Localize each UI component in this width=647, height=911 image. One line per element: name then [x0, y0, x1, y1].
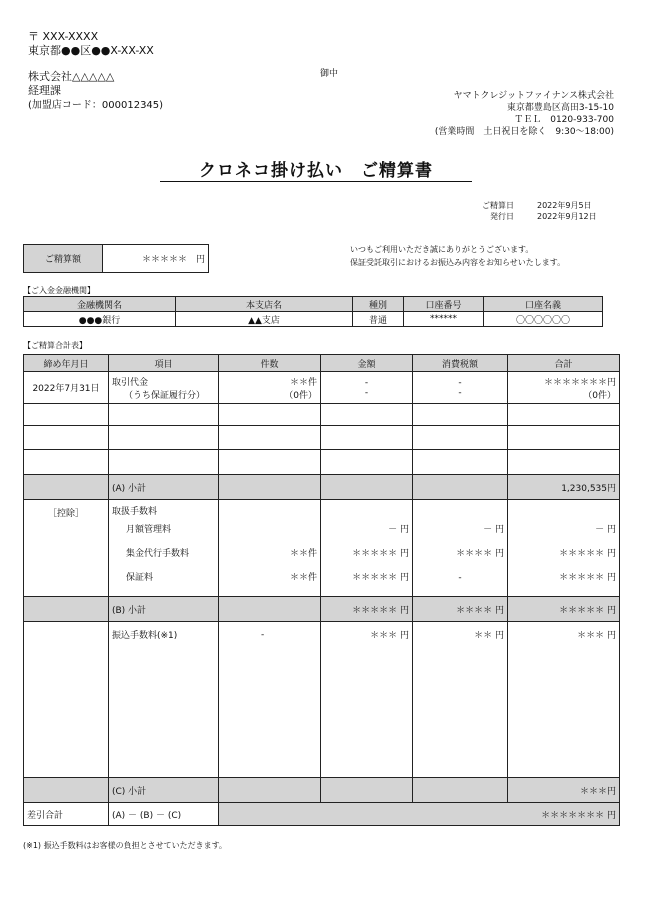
- settlement-box: [23, 244, 209, 273]
- total-guarantee: （0件）: [583, 390, 616, 401]
- sender-hours: (営業時間 土日祝日を除く 9:30～18:00): [434, 127, 614, 137]
- sender-tel: ＴＥＬ 0120-933-700: [514, 115, 614, 125]
- amount-guarantee-fee: ＊＊＊＊＊ 円: [352, 573, 409, 583]
- bank-section-title: 【ご入金金融機関】: [23, 286, 95, 295]
- bank-name: ●●●銀行: [24, 312, 176, 327]
- recipient-department: 経理課: [28, 84, 61, 97]
- bank-header-account-no: 口座番号: [404, 297, 484, 312]
- subtotal-a-row: [24, 475, 620, 500]
- settle-date-label: ご精算日: [482, 201, 514, 210]
- subtotal-b-tax: ＊＊＊＊ 円: [413, 597, 508, 622]
- total-monthly: － 円: [595, 525, 616, 535]
- honorific: 御中: [320, 69, 339, 79]
- subtotal-c-total: ＊＊＊円: [508, 778, 620, 803]
- count-collection: ＊＊件: [289, 549, 317, 559]
- tax-monthly: － 円: [483, 525, 504, 535]
- bank-header-holder: 口座名義: [484, 297, 603, 312]
- count-transactions: ＊＊件: [289, 377, 317, 388]
- merchant-code: (加盟店コード：000012345): [28, 100, 164, 111]
- net-total-formula: (A) － (B) － (C): [109, 803, 219, 826]
- net-total-row: [24, 803, 620, 826]
- settlement-value: ＊＊＊＊＊ 円: [103, 245, 209, 273]
- issue-date-label: 発行日: [490, 212, 514, 221]
- deduction-label: ［控除］: [24, 500, 109, 597]
- summary-table: [23, 354, 620, 826]
- transfer-fee-label: 振込手数料(※1): [109, 622, 219, 778]
- subtotal-b-total: ＊＊＊＊＊ 円: [508, 597, 620, 622]
- net-total-value: ＊＊＊＊＊＊＊ 円: [219, 803, 620, 826]
- closing-date: 2022年7月31日: [24, 372, 109, 404]
- total-guarantee-fee: ＊＊＊＊＊ 円: [559, 573, 616, 583]
- transfer-fee-amount: ＊＊＊ 円: [321, 622, 413, 778]
- bank-header-branch: 本支店名: [176, 297, 353, 312]
- recipient-company: 株式会社△△△△△: [28, 70, 115, 83]
- settlement-label: ご精算額: [24, 245, 103, 273]
- table-row: [24, 404, 620, 426]
- amount-monthly: － 円: [388, 525, 409, 535]
- item-guarantee: （うち保証履行分）: [124, 390, 206, 401]
- summary-header-total: 合計: [508, 355, 620, 372]
- subtotal-b-row: [24, 597, 620, 622]
- subtotal-a-label: (A) 小計: [109, 475, 219, 500]
- count-guarantee-fee: ＊＊件: [289, 573, 317, 583]
- subtotal-b-amount: ＊＊＊＊＊ 円: [321, 597, 413, 622]
- bank-branch: ▲▲支店: [176, 312, 353, 327]
- summary-header-tax: 消費税額: [413, 355, 508, 372]
- bank-account-number: ******: [404, 312, 484, 327]
- count-monthly: [222, 518, 317, 542]
- summary-header-date: 締め年月日: [24, 355, 109, 372]
- fee-collection: 集金代行手数料: [126, 549, 190, 559]
- amount-transactions: -: [364, 377, 369, 388]
- title-underline: [160, 181, 472, 182]
- transfer-fee-total: ＊＊＊ 円: [508, 622, 620, 778]
- summary-section-title: 【ご精算合計表】: [23, 341, 87, 350]
- count-guarantee: （0件）: [284, 390, 317, 401]
- tax-collection: ＊＊＊＊ 円: [456, 549, 504, 559]
- deduction-row: [24, 500, 620, 597]
- total-collection: ＊＊＊＊＊ 円: [559, 549, 616, 559]
- fee-guarantee: 保証料: [126, 573, 154, 583]
- tax-guarantee: -: [458, 387, 462, 398]
- summary-header-item: 項目: [109, 355, 219, 372]
- sender-company: ヤマトクレジットファイナンス株式会社: [453, 91, 614, 101]
- subtotal-a-total: 1,230,535円: [508, 475, 620, 500]
- table-row: [24, 426, 620, 450]
- bank-account-holder: 〇〇〇〇〇〇: [484, 312, 603, 327]
- footnote: (※1) 振込手数料はお客様の負担とさせていただきます。: [23, 841, 227, 850]
- item-transactions: 取引代金: [112, 377, 149, 388]
- tax-guarantee-fee: -: [458, 573, 462, 583]
- bank-account-type: 普通: [353, 312, 404, 327]
- fee-title: 取扱手数料: [112, 507, 158, 517]
- fee-monthly: 月額管理料: [126, 525, 172, 535]
- recipient-address: 東京都●●区●●X-XX-XX: [28, 44, 154, 57]
- subtotal-b-label: (B) 小計: [109, 597, 219, 622]
- greeting-line-1: いつもご利用いただき誠にありがとうございます。: [350, 245, 534, 254]
- amount-guarantee: -: [364, 387, 369, 398]
- greeting-line-2: 保証受託取引におけるお振込み内容をお知らせいたします。: [350, 258, 566, 267]
- net-total-label: 差引合計: [24, 803, 109, 826]
- total-transactions: ＊＊＊＊＊＊＊円: [543, 377, 616, 388]
- page-title: クロネコ掛け払い ご精算書: [199, 161, 433, 181]
- transfer-row: [24, 622, 620, 778]
- subtotal-c-row: [24, 778, 620, 803]
- bank-table: [23, 296, 603, 327]
- bank-header-type: 種別: [353, 297, 404, 312]
- subtotal-c-label: (C) 小計: [109, 778, 219, 803]
- sender-address: 東京都豊島区高田3-15-10: [506, 103, 614, 113]
- settle-date-value: 2022年9月5日: [537, 201, 592, 210]
- summary-header-count: 件数: [219, 355, 321, 372]
- table-row: [24, 372, 620, 404]
- amount-collection: ＊＊＊＊＊ 円: [352, 549, 409, 559]
- bank-header-name: 金融機関名: [24, 297, 176, 312]
- table-row: [24, 450, 620, 475]
- summary-header-amount: 金額: [321, 355, 413, 372]
- issue-date-value: 2022年9月12日: [537, 212, 597, 221]
- transfer-fee-tax: ＊＊ 円: [413, 622, 508, 778]
- tax-transactions: -: [458, 377, 462, 388]
- recipient-postal: 〒 XXX-XXXX: [28, 30, 99, 43]
- transfer-fee-count: -: [219, 622, 321, 778]
